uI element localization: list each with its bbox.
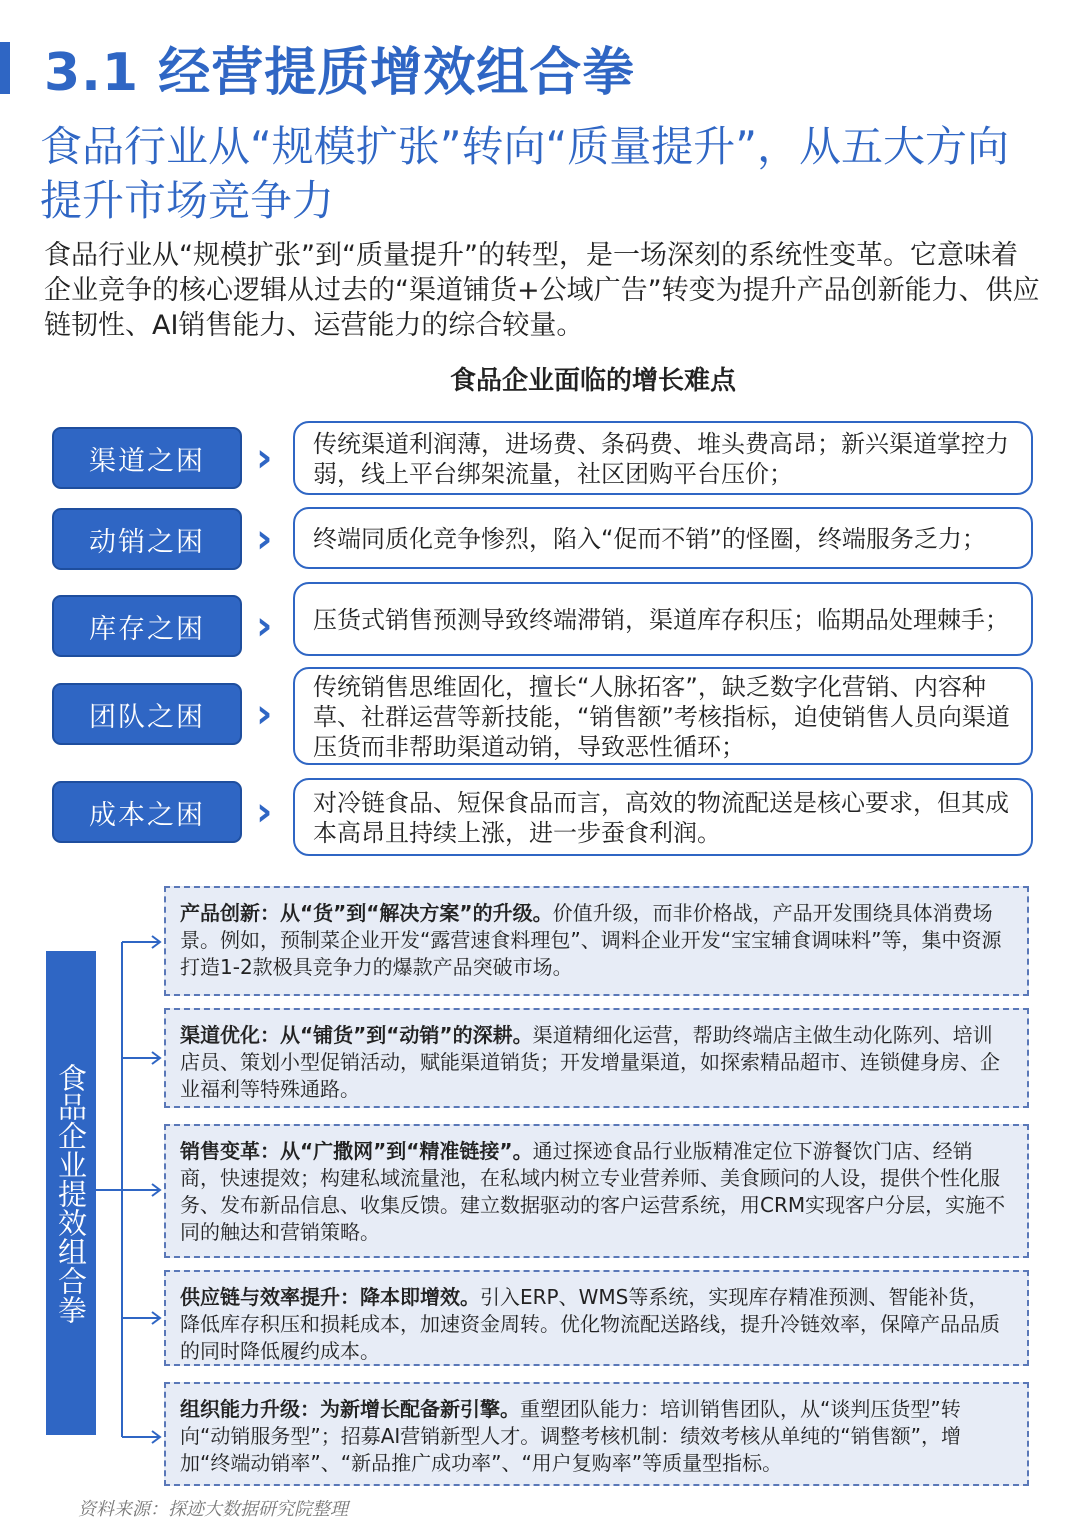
strategy-text: 重塑团队能力：培训销售团队，从“谈判压货型”转向“动销服务型”；招募AI营销新型人才。调整考核机制：绩效考核从单纯的“销售额”，增加“终端动销率”、“新品推广成功率”、“用户复购率”等质量型指标。 xyxy=(180,1397,962,1475)
strategy-text: 渠道精细化运营，帮助终端店主做生动化陈列、培训店员、策划小型促销活动，赋能渠道销货；开发增量渠道，如探索精品超市、连锁健身房、企业福利等特殊通路。 xyxy=(180,1023,1000,1101)
problem-text-channel: 传统渠道利润薄，进场费、条码费、堆头费高昂；新兴渠道掌控力弱，线上平台绑架流量，社区团购平台压价； xyxy=(293,421,1033,495)
chevron-right-icon: › xyxy=(256,603,273,649)
strategy-organization xyxy=(164,1382,1029,1486)
problem-label-team: 团队之困 xyxy=(52,683,242,745)
strategy-heading: 供应链与效率提升：降本即增效。 xyxy=(180,1285,480,1309)
strategy-sales-transformation xyxy=(164,1124,1029,1258)
strategy-heading: 销售变革：从“广撒网”到“精准链接”。 xyxy=(180,1139,533,1163)
problem-text-cost: 对冷链食品、短保食品而言，高效的物流配送是核心要求，但其成本高昂且持续上涨，进一步蚕食利润。 xyxy=(293,778,1033,856)
strategy-text: 通过探迹食品行业版精准定位下游餐饮门店、经销商，快速提效；构建私域流量池，在私域内树立专业营养师、美食顾问的人设，提供个性化服务、发布新品信息、收集反馈。建立数据驱动的客户运营系统，用CRM实现客户分层，实施不同的触达和营销策略。 xyxy=(180,1139,1006,1244)
strategy-heading: 组织能力升级：为新增长配备新引擎。 xyxy=(180,1397,520,1421)
page-title: 3.1 经营提质增效组合拳 xyxy=(44,43,636,103)
chevron-right-icon: › xyxy=(256,516,273,562)
source-note: 资料来源：探迹大数据研究院整理 xyxy=(78,1499,348,1520)
strategy-heading: 产品创新：从“货”到“解决方案”的升级。 xyxy=(180,901,553,925)
problem-label-channel: 渠道之困 xyxy=(52,427,242,489)
strategy-product-innovation xyxy=(164,886,1029,996)
strategy-channel-optimization xyxy=(164,1008,1029,1108)
strategy-text: 引入ERP、WMS等系统，实现库存精准预测、智能补货，降低库存积压和损耗成本，加速资金周转。优化物流配送路线，提升冷链效率，保障产品品质的同时降低履约成本。 xyxy=(180,1285,1000,1363)
problem-label-cost: 成本之困 xyxy=(52,781,242,843)
chevron-right-icon: › xyxy=(256,789,273,835)
strategy-text: 价值升级，而非价格战，产品开发围绕具体消费场景。例如，预制菜企业开发“露营速食料理包”、调料企业开发“宝宝辅食调味料”等，集中资源打造1-2款极具竞争力的爆款产品突破市场。 xyxy=(180,901,1002,979)
chevron-right-icon: › xyxy=(256,435,273,481)
problem-text-inventory: 压货式销售预测导致终端滞销，渠道库存积压；临期品处理棘手； xyxy=(293,582,1033,656)
strategy-supply-chain xyxy=(164,1270,1029,1366)
problem-label-sales: 动销之困 xyxy=(52,508,242,570)
problem-label-inventory: 库存之困 xyxy=(52,595,242,657)
problem-text-sales: 终端同质化竞争惨烈，陷入“促而不销”的怪圈，终端服务乏力； xyxy=(293,507,1033,569)
intro-paragraph: 食品行业从“规模扩张”到“质量提升”的转型，是一场深刻的系统性变革。它意味着企业竞争的核心逻辑从过去的“渠道铺货+公域广告”转变为提升产品创新能力、供应链韧性、AI销售能力、运营能力的综合较量。 xyxy=(44,240,1040,341)
strategy-vertical-label: 食品企业提效组合拳 xyxy=(46,951,96,1435)
chevron-right-icon: › xyxy=(256,691,273,737)
page-subtitle: 食品行业从“规模扩张”转向“质量提升”，从五大方向提升市场竞争力 xyxy=(40,122,1010,225)
strategy-heading: 渠道优化：从“铺货”到“动销”的深耕。 xyxy=(180,1023,533,1047)
problem-text-team: 传统销售思维固化，擅长“人脉拓客”，缺乏数字化营销、内容种草、社群运营等新技能，“销售额”考核指标，迫使销售人员向渠道压货而非帮助渠道动销，导致恶性循环； xyxy=(293,667,1033,765)
problems-title: 食品企业面临的增长难点 xyxy=(449,366,736,396)
